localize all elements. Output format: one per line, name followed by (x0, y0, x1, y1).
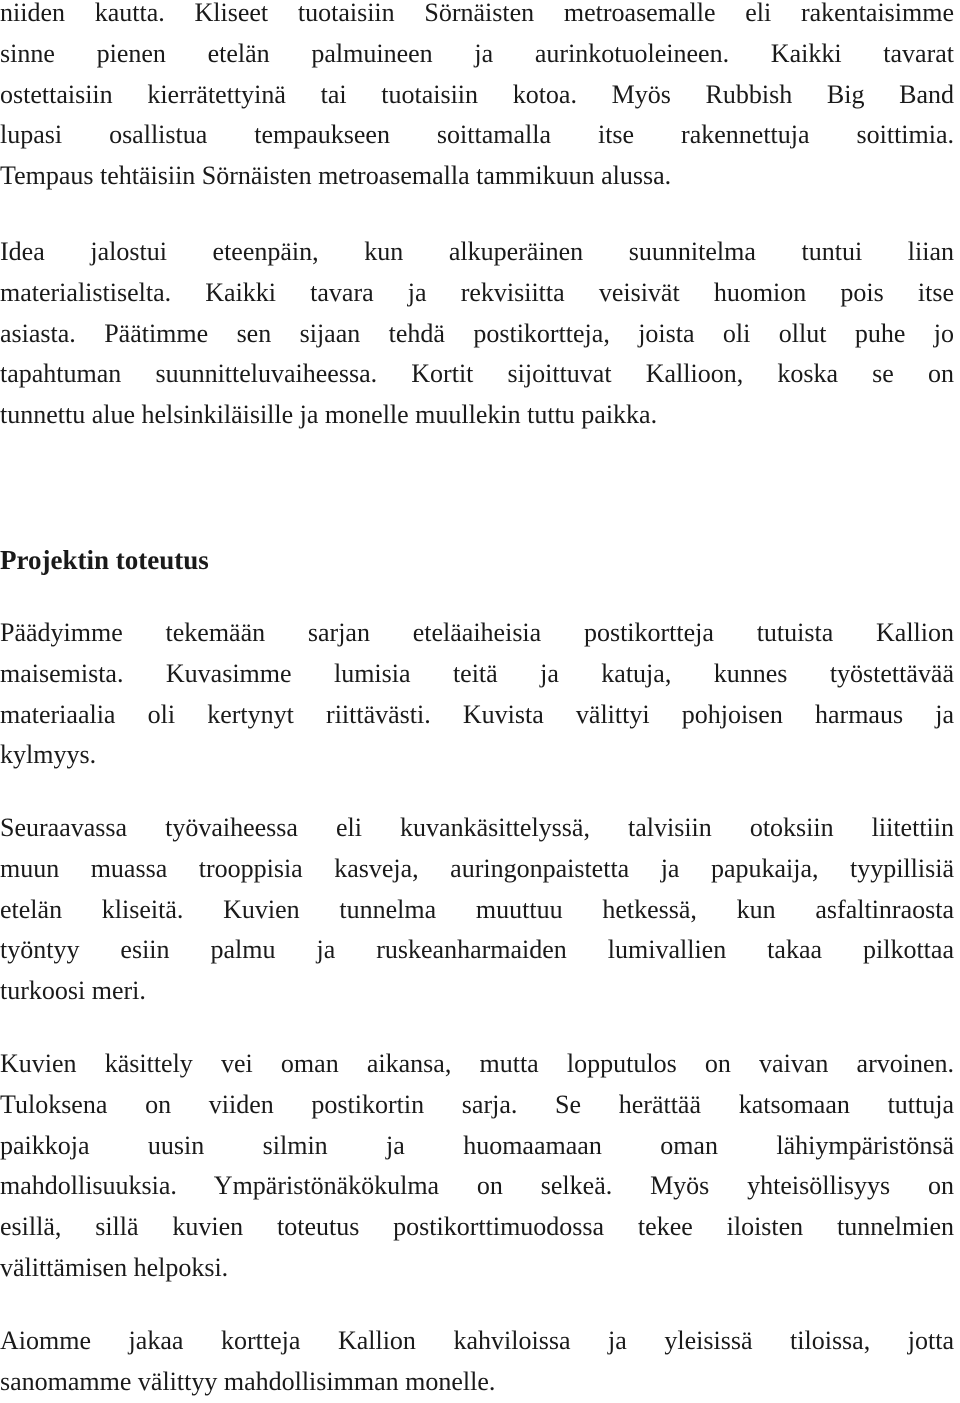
text-line: Seuraavassa työvaiheessa eli kuvankäsittelyssä, talvisiin otoksiin liitettiin (0, 813, 954, 842)
text-line: sanomamme välittyy mahdollisimman monelle. (0, 1366, 496, 1396)
paragraph-idea-refined (0, 232, 954, 436)
text-line: ostettaisiin kierrätettyinä tai tuotaisiin kotoa. Myös Rubbish Big Band (0, 79, 954, 109)
text-line: paikkoja uusin silmin ja huomaamaan oman lähiympäristönsä (0, 1130, 954, 1160)
paragraph-result (0, 1044, 954, 1289)
text-line: muun muassa trooppisia kasveja, auringonpaistetta ja papukaija, tyypillisiä (0, 853, 954, 883)
text-line: materiaalia oli kertynyt riittävästi. Kuvista välittyi pohjoisen harmaus ja (0, 699, 954, 729)
paragraph-image-editing (0, 808, 954, 1012)
paragraph-distribution (0, 1321, 954, 1403)
paragraph-event-plan (0, 0, 954, 197)
text-line: työntyy esiin palmu ja ruskeanharmaiden lumivallien takaa pilkottaa (0, 935, 954, 965)
text-line: Idea jalostui eteenpäin, kun alkuperäinen suunnitelma tuntui liian (0, 237, 954, 266)
section-heading: Projektin toteutus (0, 545, 209, 575)
text-line: esillä, sillä kuvien toteutus postikorttimuodossa tekee iloisten tunnelmien (0, 1212, 954, 1242)
text-line: Päädyimme tekemään sarjan eteläaiheisia postikortteja tutuista Kallion (0, 618, 954, 647)
text-line: sinne pienen etelän palmuineen ja aurinkotuoleineen. Kaikki tavarat (0, 38, 954, 68)
text-line: niiden kautta. Kliseet tuotaisiin Sörnäisten metroasemalle eli rakentaisimme (0, 0, 954, 27)
text-line: mahdollisuuksia. Ympäristönäkökulma on selkeä. Myös yhteisöllisyys on (0, 1171, 954, 1201)
paragraph-photography (0, 613, 954, 776)
text-line: Kuvien käsittely vei oman aikansa, mutta lopputulos on vaivan arvoinen. (0, 1049, 954, 1078)
text-line: asiasta. Päätimme sen sijaan tehdä postikortteja, joista oli ollut puhe jo (0, 318, 954, 348)
text-line: maisemista. Kuvasimme lumisia teitä ja katuja, kunnes työstettävää (0, 658, 954, 688)
text-line: Aiomme jakaa kortteja Kallion kahviloissa ja yleisissä tiloissa, jotta (0, 1326, 954, 1355)
text-line: tapahtuman suunnitteluvaiheessa. Kortit sijoittuvat Kallioon, koska se on (0, 359, 954, 389)
text-line: etelän kliseitä. Kuvien tunnelma muuttuu hetkessä, kun asfaltinraosta (0, 894, 954, 924)
text-line: tunnettu alue helsinkiläisille ja monelle muullekin tuttu paikka. (0, 400, 658, 430)
text-line: lupasi osallistua tempaukseen soittamalla itse rakennettuja soittimia. (0, 120, 954, 150)
text-line: Tempaus tehtäisiin Sörnäisten metroasemalla tammikuun alussa. (0, 161, 672, 191)
text-line: kylmyys. (0, 740, 97, 770)
text-line: turkoosi meri. (0, 976, 146, 1006)
text-line: välittämisen helpoksi. (0, 1252, 229, 1282)
text-line: materialistiselta. Kaikki tavara ja rekvisiitta veisivät huomion pois itse (0, 277, 954, 307)
text-line: Tuloksena on viiden postikortin sarja. Se herättää katsomaan tuttuja (0, 1089, 954, 1119)
